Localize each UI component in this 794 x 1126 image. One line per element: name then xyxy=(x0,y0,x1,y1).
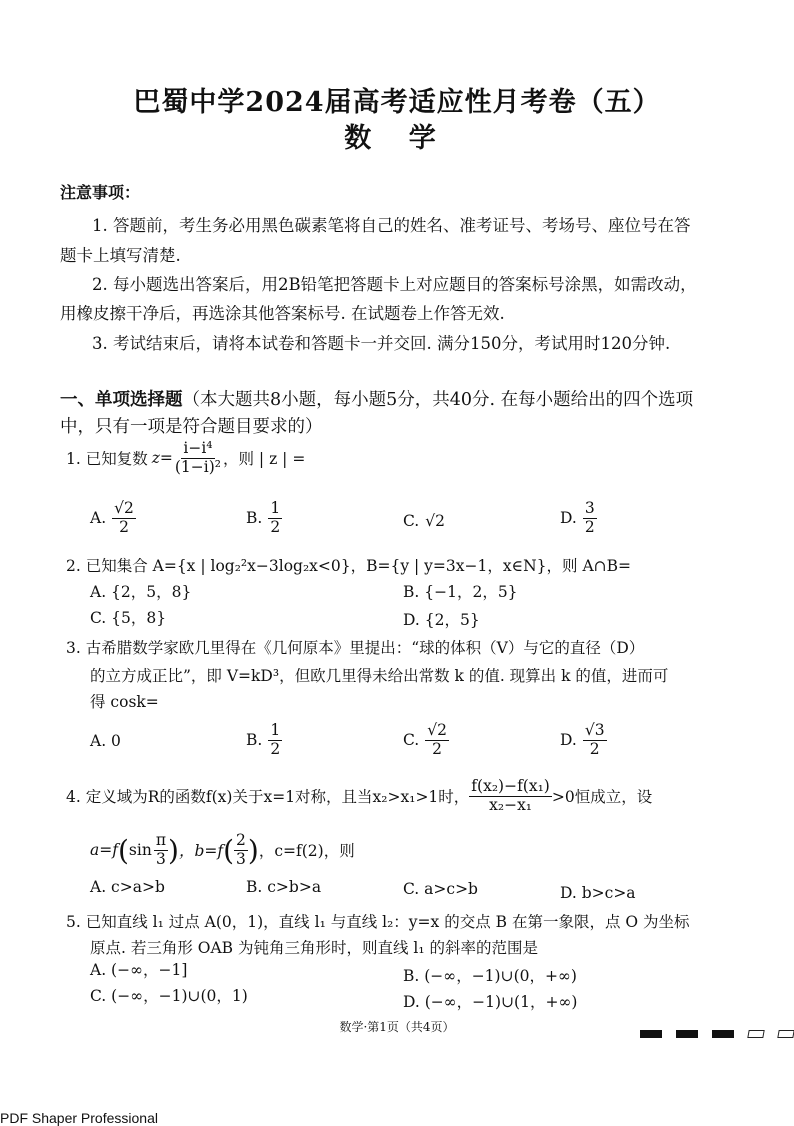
q2-option-b: B. {−1，2，5} xyxy=(403,583,518,601)
notice-item-1: 1. 答题前，考生务必用黑色碳素笔将自己的姓名、准考证号、考场号、座位号在答 xyxy=(92,216,691,235)
q3-c-num: √2 xyxy=(427,721,447,739)
q4-option-c: C. a>c>b xyxy=(403,880,478,898)
q1-c-label: C. xyxy=(403,512,420,530)
q1-b-num: 1 xyxy=(270,499,281,517)
q2-option-d: D. {2，5} xyxy=(403,611,480,629)
notice-item-1-cont: 题卡上填写清楚. xyxy=(60,246,181,265)
q3-option-c xyxy=(403,722,449,759)
q1-d-num: 3 xyxy=(584,499,595,517)
q3-option-a: A. 0 xyxy=(90,732,121,750)
q4-a-def: a=f xyxy=(90,841,118,860)
scan-mark-empty xyxy=(747,1030,764,1038)
q1-fraction-den: (1−i)² xyxy=(174,457,221,476)
q1-suffix: ，则 | z | = xyxy=(223,450,306,469)
question-5-line-1: 5. 已知直线 l₁ 过点 A(0，1)，直线 l₁ 与直线 l₂：y=x 的交点 B 在第一象限，点 O 为坐标 xyxy=(66,913,690,931)
notice-item-3: 3. 考试结束后，请将本试卷和答题卡一并交回. 满分150分，考试用时120分钟. xyxy=(92,334,671,353)
q1-d-den: 2 xyxy=(584,517,595,536)
q4-option-d: D. b>c>a xyxy=(560,884,636,902)
q3-b-den: 2 xyxy=(270,739,281,758)
question-3-line-2: 的立方成正比”，即 V=kD³，但欧几里得未给出常数 k 的值. 现算出 k 的值，进而可 xyxy=(90,667,669,685)
q3-c-label: C. xyxy=(403,731,420,750)
q3-option-d xyxy=(560,722,607,759)
question-5-line-2: 原点. 若三角形 OAB 为钝角三角形时，则直线 l₁ 的斜率的范围是 xyxy=(90,939,539,957)
q4-fraction xyxy=(469,778,552,815)
q1-fraction xyxy=(173,440,223,477)
q1-d-label: D. xyxy=(560,509,577,528)
scan-mark-empty xyxy=(777,1030,794,1038)
q2-option-a: A. {2，5，8} xyxy=(90,583,192,601)
question-4-line-1 xyxy=(66,778,652,815)
q1-option-c xyxy=(403,512,445,530)
question-2-stem: 2. 已知集合 A={x | log₂²x−3log₂x<0}，B={y | y=3x−1，x∈N}，则 A∩B= xyxy=(66,557,632,575)
scan-mark-filled xyxy=(676,1030,698,1038)
q5-option-c: C. (−∞，−1)∪(0，1) xyxy=(90,987,248,1005)
q3-b-label: B. xyxy=(246,731,263,750)
q4-pre: 4. 定义域为R的函数f(x)关于x=1对称，且当x₂>x₁>1时， xyxy=(66,788,470,807)
q1-a-num: √2 xyxy=(114,499,134,517)
scan-mark-filled xyxy=(712,1030,734,1038)
q4-sin-den: 3 xyxy=(155,849,166,868)
subject-title: 数 学 xyxy=(344,123,450,154)
q1-b-label: B. xyxy=(246,509,263,528)
q4-sin: sin xyxy=(128,841,152,860)
q1-option-a xyxy=(90,500,136,537)
notice-item-2: 2. 每小题选出答案后，用2B铅笔把答题卡上对应题目的答案标号涂黑，如需改动， xyxy=(92,275,697,294)
notice-heading: 注意事项： xyxy=(60,183,141,202)
question-1-stem xyxy=(66,440,305,477)
q1-a-label: A. xyxy=(90,509,107,528)
q4-post: >0恒成立，设 xyxy=(551,788,653,807)
page-footer: 数学·第1页（共4页） xyxy=(339,1020,455,1034)
q5-option-a: A. (−∞，−1] xyxy=(90,961,188,979)
q4-fraction-num: f(x₂)−f(x₁) xyxy=(471,777,550,795)
q4-option-b: B. c>b>a xyxy=(246,878,322,896)
q4-b-den: 3 xyxy=(236,849,246,868)
scan-marks xyxy=(640,1030,794,1038)
section-heading-rest: （本大题共8小题，每小题5分，共40分. 在每小题给出的四个选项 xyxy=(182,390,694,410)
q5-option-d: D. (−∞，−1)∪(1，+∞) xyxy=(403,993,578,1011)
q1-option-b xyxy=(246,500,282,537)
question-4-line-2: a=f ( sin $\frac{\pi}{3}$ ) ，b=f ( $\frac{2}{3}$ ) ，c=f(2)，则 xyxy=(90,831,355,868)
q3-c-den: 2 xyxy=(432,739,443,758)
q1-a-den: 2 xyxy=(119,517,129,536)
q1-fraction-num: i−i⁴ xyxy=(183,439,213,457)
q5-option-b: B. (−∞，−1)∪(0，+∞) xyxy=(403,967,577,985)
q2-option-c: C. {5，8} xyxy=(90,609,167,627)
section-heading xyxy=(60,386,693,411)
q4-sin-num: π xyxy=(155,831,166,849)
question-3-line-3: 得 cosk= xyxy=(90,693,159,711)
section-heading-bold: 一、单项选择题 xyxy=(60,390,183,410)
watermark-text: PDF Shaper Professional xyxy=(0,1110,158,1126)
notice-item-2-cont: 用橡皮擦干净后，再选涂其他答案标号. 在试题卷上作答无效. xyxy=(60,304,505,323)
q1-prefix: 1. 已知复数 xyxy=(66,450,148,469)
q3-option-b xyxy=(246,722,282,759)
q1-option-d xyxy=(560,500,597,537)
q3-d-den: 2 xyxy=(589,739,600,758)
q1-c-value: √2 xyxy=(425,512,445,530)
q3-d-label: D. xyxy=(560,731,577,750)
q4-b-def: ，b=f xyxy=(178,842,224,861)
q4-fraction-den: x₂−x₁ xyxy=(489,795,533,814)
q4-c-def: ，c=f(2)，则 xyxy=(258,842,355,861)
q1-z: z= xyxy=(151,449,173,468)
question-3-line-1: 3. 古希腊数学家欧几里得在《几何原本》里提出：“球的体积（V）与它的直径（D） xyxy=(66,639,645,657)
scan-mark-filled xyxy=(640,1030,662,1038)
q4-b-num: 2 xyxy=(236,831,246,849)
exam-title: 巴蜀中学2024届高考适应性月考卷（五） xyxy=(133,87,661,118)
q1-b-den: 2 xyxy=(270,517,281,536)
q4-option-a: A. c>a>b xyxy=(90,878,165,896)
q3-b-num: 1 xyxy=(270,721,281,739)
q3-d-num: √3 xyxy=(584,721,605,739)
section-heading-cont: 中，只有一项是符合题目要求的） xyxy=(60,417,323,437)
